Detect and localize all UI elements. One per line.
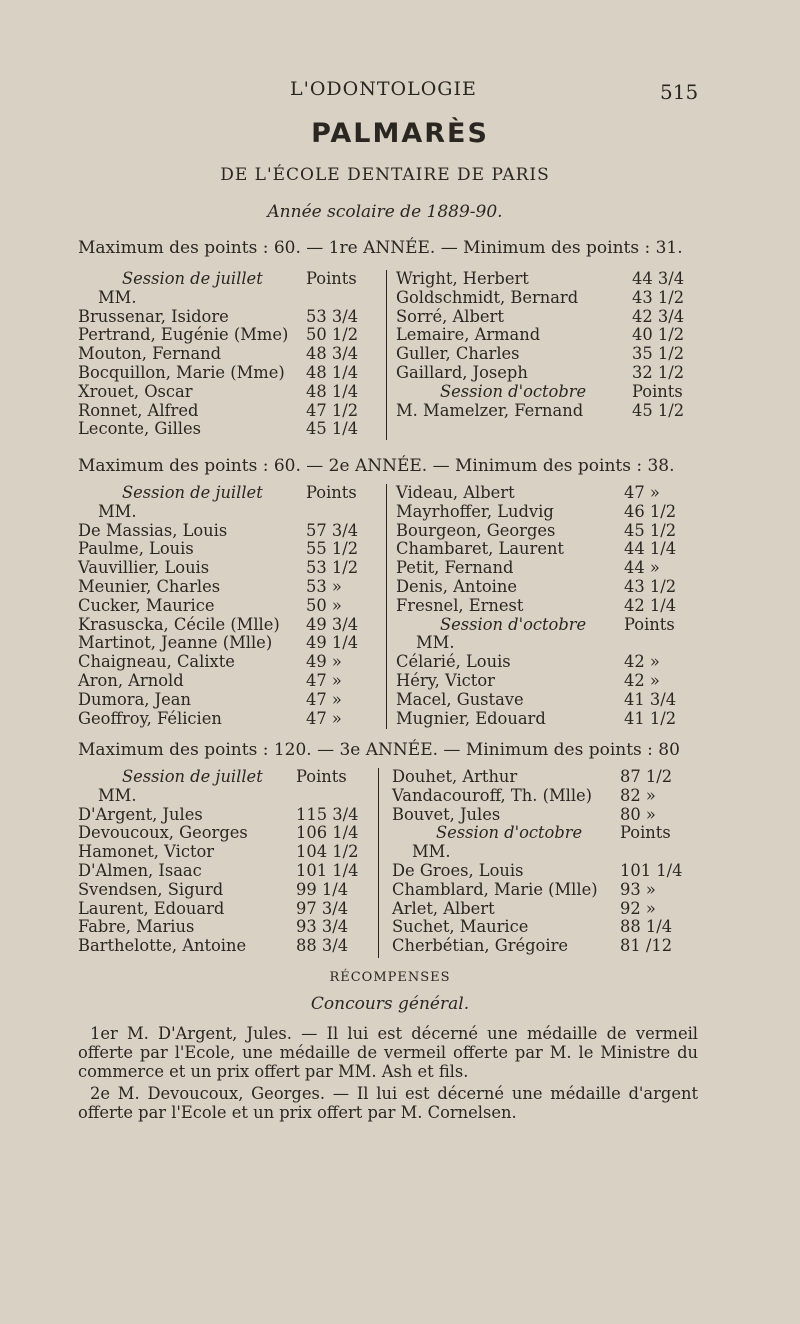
laureate-name: Krasuscka, Cécile (Mlle) [78,614,280,634]
laureate-row [396,653,696,672]
laureate-points: 46 1/2 [624,501,677,521]
laureate-points: 101 1/4 [296,860,359,880]
points-header: Points [296,767,347,786]
laureate-name: Mouton, Fernand [78,344,222,364]
laureate-points: 40 1/2 [632,325,685,345]
laureate-name: Pertrand, Eugénie (Mme) [78,325,289,345]
laureate-points: 88 3/4 [296,936,349,956]
laureate-points: 53 1/2 [306,558,359,578]
laureate-points: 82 » [620,785,656,805]
laureate-row [396,578,696,597]
laureate-name: Guller, Charles [396,344,520,364]
laureate-name: Cucker, Maurice [78,595,215,615]
laureate-name: Douhet, Arthur [392,767,518,786]
year-1-max-line: Maximum des points : 60. — 1re ANNÉE. — Minimum des points : 31. [78,238,683,258]
laureate-row [396,345,696,364]
laureate-name: Devoucoux, Georges [78,823,248,843]
laureate-row [78,540,378,559]
laureate-row [396,484,696,503]
laureate-points: 115 3/4 [296,804,359,824]
laureate-row [396,326,696,345]
laureate-points: 104 1/2 [296,842,359,862]
laureate-row [78,289,378,308]
session-header-row [78,270,378,289]
recompenses-heading: RÉCOMPENSES [329,970,451,985]
session-header-row [396,616,696,635]
laureate-row [392,881,692,900]
laureate-points: 47 » [306,708,342,728]
laureate-name: Gaillard, Joseph [396,362,528,382]
laureate-name: Dumora, Jean [78,689,191,709]
points-header: Points [306,269,357,288]
laureate-row [78,937,378,956]
laureate-row [392,937,692,956]
laureate-name: Petit, Fernand [396,558,514,578]
laureate-row [78,900,378,919]
laureate-points: 43 1/2 [624,576,677,596]
laureate-row [396,559,696,578]
laureate-row [78,787,378,806]
laureate-name: Meunier, Charles [78,576,221,596]
session-label: Session d'octobre [436,823,583,843]
laureate-name: Fabre, Marius [78,917,195,937]
laureate-row [78,918,378,937]
laureate-name: Barthelotte, Antoine [78,936,247,956]
laureate-name: Bourgeon, Georges [396,520,556,540]
laureate-points: 47 » [624,483,660,502]
laureate-name: MM. [98,785,137,805]
laureate-points: 57 3/4 [306,520,359,540]
laureate-name: Leconte, Gilles [78,419,201,439]
points-header: Points [620,823,671,843]
session-label: Session d'octobre [440,381,587,401]
laureate-points: 42 » [624,652,660,672]
laureate-name: Fresnel, Ernest [396,595,524,615]
laureate-points: 93 » [620,879,656,899]
laureate-name: Chaigneau, Calixte [78,652,235,672]
laureate-row [396,402,696,421]
laureate-row [78,634,378,653]
laureate-row [396,270,696,289]
laureate-row [78,420,378,439]
laureate-row [392,787,692,806]
laureate-name: Suchet, Maurice [392,917,529,937]
laureate-name: MM. [416,633,455,653]
laureate-points: 48 3/4 [306,344,359,364]
laureate-name: Aron, Arnold [78,670,184,690]
year-1-left-column [78,270,378,439]
session-header-row [78,768,378,787]
award-paragraph-1: 1er M. D'Argent, Jules. — Il lui est décerné une médaille de vermeil offerte par l'Ecole, une médaille de vermeil offerte par M. le Ministre du commerce et un prix offert par MM. Ash et fils. [78,1024,698,1081]
laureate-name: MM. [412,842,451,862]
laureate-row [392,768,692,787]
laureate-points: 50 1/2 [306,325,359,345]
laureate-points: 32 1/2 [632,362,685,382]
laureate-name: D'Almen, Isaac [78,860,202,880]
main-title: PALMARÈS [311,118,489,149]
laureate-row [396,522,696,541]
laureate-row [78,559,378,578]
laureate-row [396,672,696,691]
laureate-points: 50 » [306,595,342,615]
session-label: Session de juillet [122,767,263,786]
year-3-right-column [392,768,692,956]
laureate-row [78,672,378,691]
laureate-points: 92 » [620,898,656,918]
laureate-points: 45 1/2 [624,520,677,540]
laureate-points: 53 3/4 [306,306,359,326]
subtitle: DE L'ÉCOLE DENTAIRE DE PARIS [220,165,550,185]
laureate-points: 47 1/2 [306,400,359,420]
laureate-points: 44 1/4 [624,539,677,559]
year-2-right-column [396,484,696,728]
session-header-row [78,484,378,503]
laureate-row [392,900,692,919]
laureate-name: De Groes, Louis [392,860,524,880]
laureate-name: Laurent, Edouard [78,898,225,918]
running-title: L'ODONTOLOGIE [290,78,477,100]
laureate-points: 55 1/2 [306,539,359,559]
laureate-points: 47 » [306,670,342,690]
laureate-name: Mugnier, Edouard [396,708,546,728]
laureate-points: 42 » [624,670,660,690]
laureate-row [78,862,378,881]
year-1-right-column [396,270,696,420]
laureate-row [78,691,378,710]
page-number: 515 [660,80,699,104]
laureate-points: 49 3/4 [306,614,359,634]
laureate-name: Cherbétian, Grégoire [392,936,568,956]
laureate-name: Vauvillier, Louis [78,558,210,578]
laureate-name: Videau, Albert [396,483,515,502]
laureate-name: Paulme, Louis [78,539,194,559]
laureate-row [78,881,378,900]
laureate-name: Bocquillon, Marie (Mme) [78,362,285,382]
year-3-left-column [78,768,378,956]
laureate-name: MM. [98,287,137,307]
laureate-points: 97 3/4 [296,898,349,918]
laureate-name: Célarié, Louis [396,652,511,672]
laureate-points: 81 /12 [620,936,673,956]
laureate-row [78,326,378,345]
laureate-row [78,402,378,421]
laureate-points: 44 3/4 [632,269,685,288]
laureate-name: Chambaret, Laurent [396,539,564,559]
laureate-row [396,691,696,710]
laureate-points: 49 1/4 [306,633,359,653]
award-paragraph-2: 2e M. Devoucoux, Georges. — Il lui est décerné une médaille d'argent offerte par l'Ecole et un prix offert par M. Cornelsen. [78,1084,698,1122]
laureate-row [78,503,378,522]
laureate-name: Denis, Antoine [396,576,518,596]
session-header-row [396,383,696,402]
column-divider [386,484,387,729]
laureate-name: Vandacouroff, Th. (Mlle) [392,785,593,805]
laureate-points: 47 » [306,689,342,709]
laureate-row [78,308,378,327]
laureate-name: Geoffroy, Félicien [78,708,222,728]
laureate-row [78,383,378,402]
session-label: Session d'octobre [440,614,587,634]
laureate-name: Mayrhoffer, Ludvig [396,501,554,521]
laureate-row [396,364,696,383]
laureate-points: 41 3/4 [624,689,677,709]
running-header [0,78,800,106]
laureate-points: 49 » [306,652,342,672]
laureate-row [78,824,378,843]
laureate-row [78,710,378,729]
year-2-max-line: Maximum des points : 60. — 2e ANNÉE. — Minimum des points : 38. [78,456,675,476]
laureate-points: 87 1/2 [620,767,673,786]
laureate-points: 35 1/2 [632,344,685,364]
laureate-name: Arlet, Albert [392,898,495,918]
laureate-name: Bouvet, Jules [392,804,501,824]
laureate-row [392,843,692,862]
column-divider [378,768,379,958]
session-label: Session de juillet [122,483,263,502]
laureate-name: M. Mamelzer, Fernand [396,400,584,420]
laureate-name: Brussenar, Isidore [78,306,229,326]
laureate-name: D'Argent, Jules [78,804,203,824]
laureate-name: Héry, Victor [396,670,495,690]
laureate-row [392,918,692,937]
session-label: Session de juillet [122,269,263,288]
year-3-max-line: Maximum des points : 120. — 3e ANNÉE. — Minimum des points : 80 [78,740,680,760]
laureate-points: 101 1/4 [620,860,683,880]
laureate-name: Xrouet, Oscar [78,381,193,401]
laureate-points: 41 1/2 [624,708,677,728]
laureate-name: Martinot, Jeanne (Mlle) [78,633,273,653]
school-year: Année scolaire de 1889-90. [267,202,503,222]
laureate-name: Svendsen, Sigurd [78,879,224,899]
laureate-row [392,806,692,825]
laureate-row [396,289,696,308]
laureate-points: 48 1/4 [306,362,359,382]
points-header: Points [306,483,357,502]
laureate-name: Chamblard, Marie (Mlle) [392,879,598,899]
laureate-row [396,308,696,327]
laureate-points: 45 1/4 [306,419,359,439]
laureate-points: 93 3/4 [296,917,349,937]
laureate-points: 99 1/4 [296,879,349,899]
laureate-row [396,597,696,616]
laureate-points: 43 1/2 [632,287,685,307]
laureate-points: 42 3/4 [632,306,685,326]
laureate-row [78,843,378,862]
laureate-name: MM. [98,501,137,521]
session-header-row [392,824,692,843]
laureate-points: 88 1/4 [620,917,673,937]
laureate-name: Macel, Gustave [396,689,524,709]
laureate-name: Hamonet, Victor [78,842,215,862]
laureate-points: 53 » [306,576,342,596]
laureate-row [396,503,696,522]
points-header: Points [632,381,683,401]
laureate-points: 80 » [620,804,656,824]
laureate-row [78,597,378,616]
laureate-row [78,806,378,825]
laureate-points: 45 1/2 [632,400,685,420]
laureate-points: 44 » [624,558,660,578]
laureate-points: 48 1/4 [306,381,359,401]
laureate-name: Lemaire, Armand [396,325,541,345]
laureate-name: De Massias, Louis [78,520,228,540]
laureate-row [78,653,378,672]
laureate-points: 106 1/4 [296,823,359,843]
laureate-row [392,862,692,881]
year-2-left-column [78,484,378,728]
laureate-row [396,540,696,559]
laureate-row [78,345,378,364]
column-divider [386,270,387,440]
laureate-row [78,616,378,635]
laureate-row [78,522,378,541]
laureate-name: Sorré, Albert [396,306,504,326]
recompenses-subheading: Concours général. [310,994,470,1014]
points-header: Points [624,614,675,634]
laureate-row [396,634,696,653]
laureate-name: Wright, Herbert [396,269,529,288]
laureate-row [78,578,378,597]
laureate-name: Goldschmidt, Bernard [396,287,579,307]
laureate-row [78,364,378,383]
laureate-row [396,710,696,729]
laureate-points: 42 1/4 [624,595,677,615]
laureate-name: Ronnet, Alfred [78,400,199,420]
